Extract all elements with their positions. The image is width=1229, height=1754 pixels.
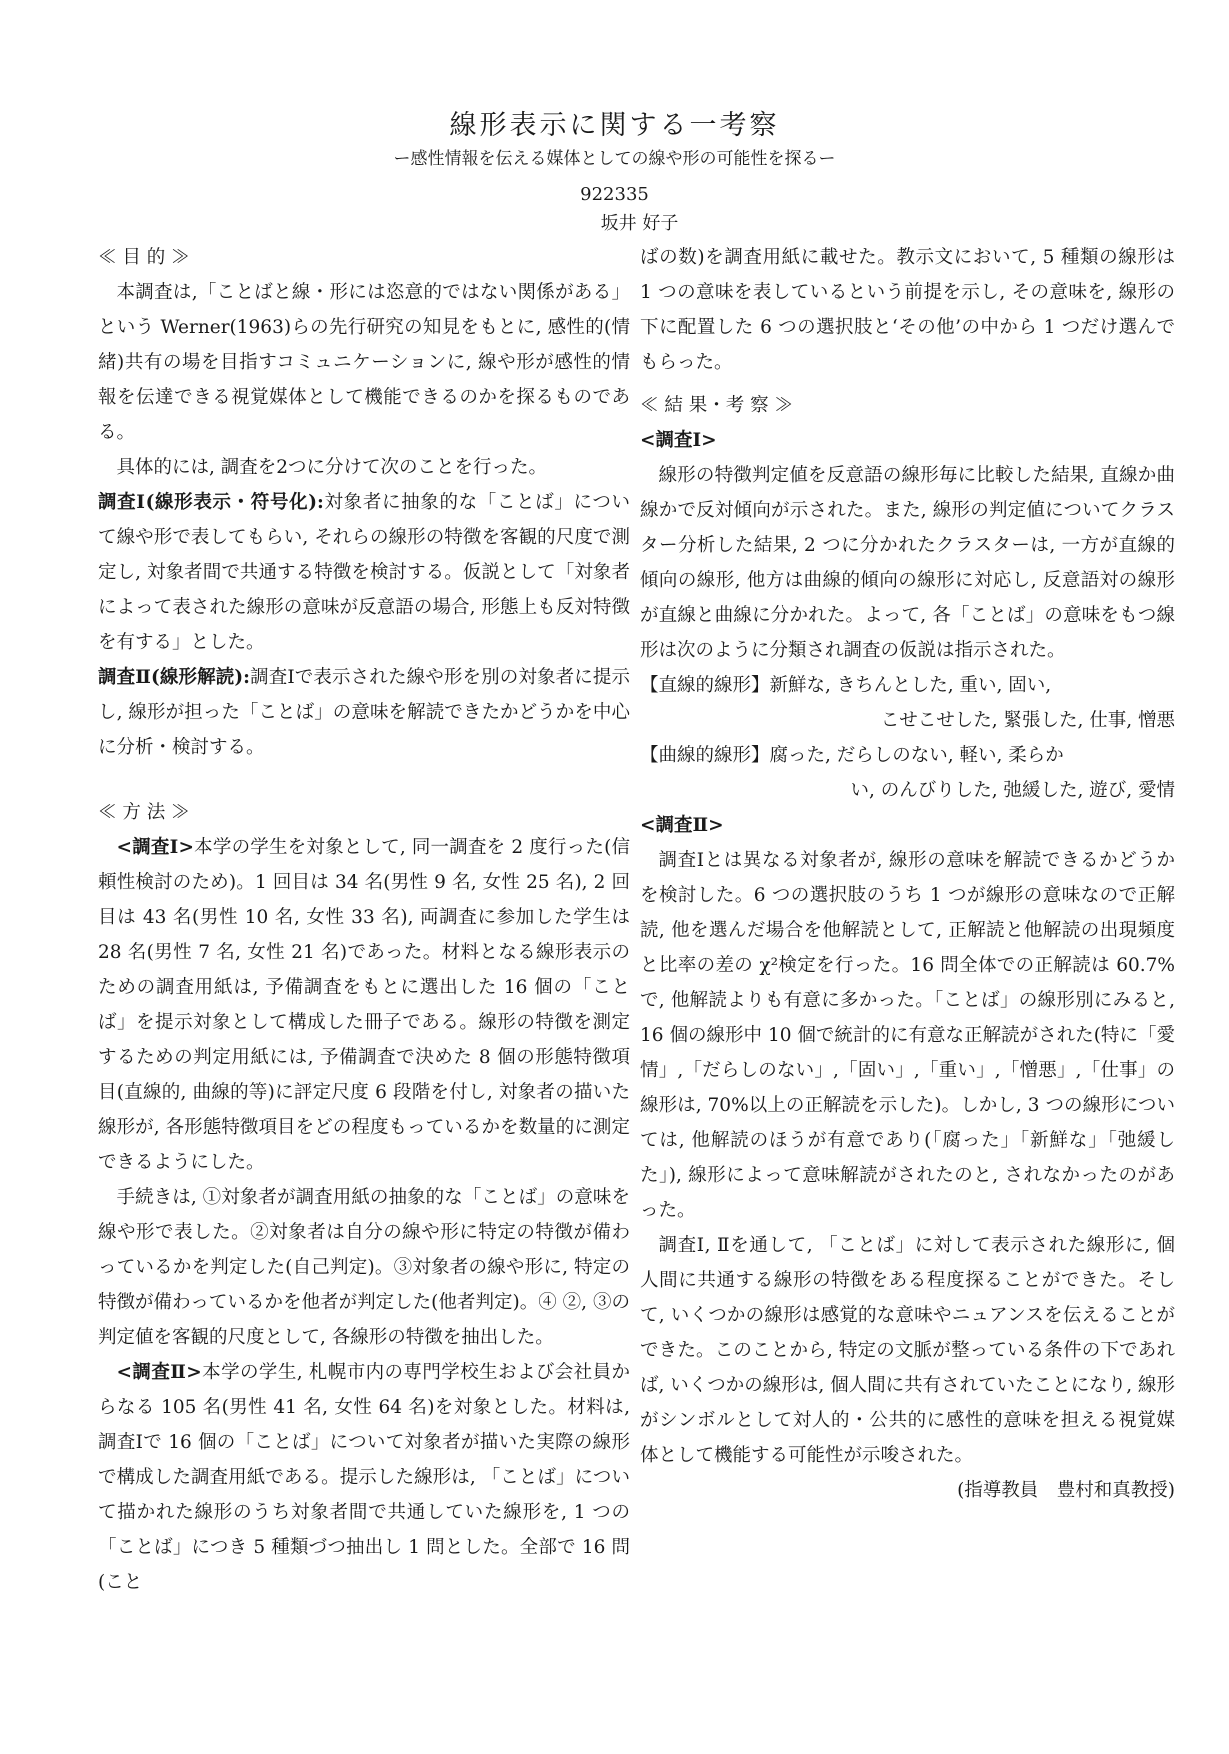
survey1-description <box>98 485 630 660</box>
method-procedure-paragraph: 手続きは, ①対象者が調査用紙の抽象的な「ことば」の意味を線や形で表した。②対象者は自分の線や形に特定の特徴が備わっているかを判定した(自己判定)。③対象者の線や形に, 特定の特徴が備わっているかを他者が判定した(他者判定)。④ ②, ③の判定値を客観的尺度として, 各線形の特徴を抽出した。 <box>98 1187 630 1348</box>
method-heading: ≪ 方 法 ≫ <box>98 802 190 823</box>
category-straight-line <box>640 668 1175 703</box>
purpose-paragraph-2: 具体的には, 調査を2つに分けて次のことを行った。 <box>116 457 548 478</box>
category-straight-label: 【直線的線形】 <box>640 675 770 696</box>
purpose-heading: ≪ 目 的 ≫ <box>98 247 190 268</box>
results-survey2-text: 調査Ⅰとは異なる対象者が, 線形の意味を解読できるかどうかを検討した。6 つの選択肢のうち 1 つが線形の意味なので正解読, 他を選んだ場合を他解読として, 正解読と他解読の出現頻度と比率の差の χ²検定を行った。16 問全体での正解読は 60.7%で, 他解読よりも有意に多かった。「ことば」の線形別にみると, 16 個の線形中 10 個で統計的に有意な正解読がされた(特に「愛情」,「だらしのない」,「固い」,「重い」,「憎悪」,「仕事」の線形は, 70%以上の正解読を示した)。しかし, 3 つの線形については, 他解読のほうが有意であり(「腐った」「新鮮な」「弛緩した」), 線形によって意味解読がされたのと, されなかったのがあった。 <box>640 850 1175 1221</box>
category-curved-words-2: い, のんびりした, 弛緩した, 遊び, 愛情 <box>850 780 1175 801</box>
advisor-credit: (指導教員 豊村和真教授) <box>957 1480 1175 1501</box>
results-survey1-label-text: <調査Ⅰ> <box>640 430 717 451</box>
method-survey1-label: <調査Ⅰ> <box>116 837 194 858</box>
category-curved-line <box>640 738 1175 773</box>
survey2-label: 調査Ⅱ(線形解読): <box>98 667 250 688</box>
method-survey1-paragraph <box>98 830 630 1180</box>
category-straight-words-2: こせこせした, 緊張した, 仕事, 憎悪 <box>880 710 1175 731</box>
method-survey2-paragraph <box>98 1355 630 1600</box>
method-survey1-text: 本学の学生を対象として, 同一調査を 2 度行った(信頼性検討のため)。1 回目は 34 名(男性 9 名, 女性 25 名), 2 回目は 43 名(男性 10 名, 女性 33 名), 両調査に参加した学生は 28 名(男性 7 名, 女性 21 名)であった。材料となる線形表示のための調査用紙は, 予備調査をもとに選出した 16 個の「ことば」を提示対象として構成した冊子である。線形の特徴を測定するための判定用紙には, 予備調査で決めた 8 個の形態特徴項目(直線的, 曲線的等)に評定尺度 6 段階を付し, 対象者の描いた線形が, 各形態特徴項目をどの程度もっているかを数量的に測定できるようにした。 <box>98 837 631 1173</box>
category-curved-label: 【曲線的線形】 <box>640 745 770 766</box>
category-straight-words-1: 新鮮な, きちんとした, 重い, 固い, <box>769 675 1052 696</box>
results-heading: ≪ 結 果・考 察 ≫ <box>640 395 794 416</box>
author-name: 坂井 好子 <box>600 213 679 234</box>
results-survey1-label <box>640 423 1175 458</box>
survey2-text: 調査Ⅰで表示された線や形を別の対象者に提示し, 線形が担った「ことば」の意味を解読できたかどうかを中心に分析・検討する。 <box>98 667 630 758</box>
conclusion-paragraph: 調査Ⅰ, Ⅱを通して, 「ことば」に対して表示された線形に, 個人間に共通する線形の特徴をある程度探ることができた。そして, いくつかの線形は感覚的な意味やニュアンスを伝えることができた。このことから, 特定の文脈が整っている条件の下であれば, いくつかの線形は, 個人間に共有されていたことになり, 線形がシンボルとして対人的・公共的に感性的意味を担える視覚媒体として機能する可能性が示唆された。 <box>640 1235 1175 1466</box>
results-survey2-label <box>640 808 1175 843</box>
right-column <box>640 240 1175 1508</box>
paper-title: 線形表示に関する一考察 <box>449 110 780 141</box>
survey1-text: 対象者に抽象的な「ことば」について線や形で表してもらい, それらの線形の特徴を客観的尺度で測定し, 対象者間で共通する特徴を検討する。仮説として「対象者によって表された線形の意味が反意語の場合, 形態上も反対特徴を有する」とした。 <box>98 492 630 653</box>
results-survey2-label-text: <調査Ⅱ> <box>640 815 724 836</box>
survey2-description <box>98 660 630 765</box>
method-survey2-text: 本学の学生, 札幌市内の専門学校生および会社員からなる 105 名(男性 41 名, 女性 64 名)を対象とした。材料は, 調査Ⅰで 16 個の「ことば」について対象者が描いた実際の線形で構成した調査用紙である。提示した線形は, 「ことば」について描かれた線形のうち対象者間で共通していた線形を, 1 つの「ことば」につき 5 種類づつ抽出し 1 問とした。全部で 16 問(こと <box>98 1362 631 1593</box>
survey1-label: 調査Ⅰ(線形表示・符号化): <box>98 492 324 513</box>
method-survey2-label: <調査Ⅱ> <box>116 1362 202 1383</box>
paper-subtitle: ー感性情報を伝える媒体としての線や形の可能性を探るー <box>393 149 836 169</box>
section-gap <box>640 380 1175 388</box>
left-column <box>98 240 630 1600</box>
paper-header <box>0 108 1229 238</box>
category-curved-words-1: 腐った, だらしのない, 軽い, 柔らか <box>769 745 1064 766</box>
method-survey2-continuation: ばの数)を調査用紙に載せた。教示文において, 5 種類の線形は 1 つの意味を表しているという前提を示し, その意味を, 線形の下に配置した 6 つの選択肢と‘その他’の中から 1 つだけ選んでもらった。 <box>640 247 1175 373</box>
results-survey1-text: 線形の特徴判定値を反意語の線形毎に比較した結果, 直線か曲線かで反対傾向が示された。また, 線形の判定値についてクラスター分析した結果, 2 つに分かれたクラスターは, 一方が直線的傾向の線形, 他方は曲線的傾向の線形に対応し, 反意語対の線形が直線と曲線に分かれた。よって, 各「ことば」の意味をもつ線形は次のように分類され調査の仮説は指示された。 <box>640 465 1175 661</box>
student-id: 922335 <box>580 184 649 205</box>
purpose-paragraph-1: 本調査は,「ことばと線・形には恣意的ではない関係がある」という Werner(1963)らの先行研究の知見をもとに, 感性的(情緒)共有の場を目指すコミュニケーションに, 線や形が感性的情報を伝達できる視覚媒体として機能できるのかを探るものである。 <box>98 282 630 443</box>
section-gap <box>98 765 630 795</box>
